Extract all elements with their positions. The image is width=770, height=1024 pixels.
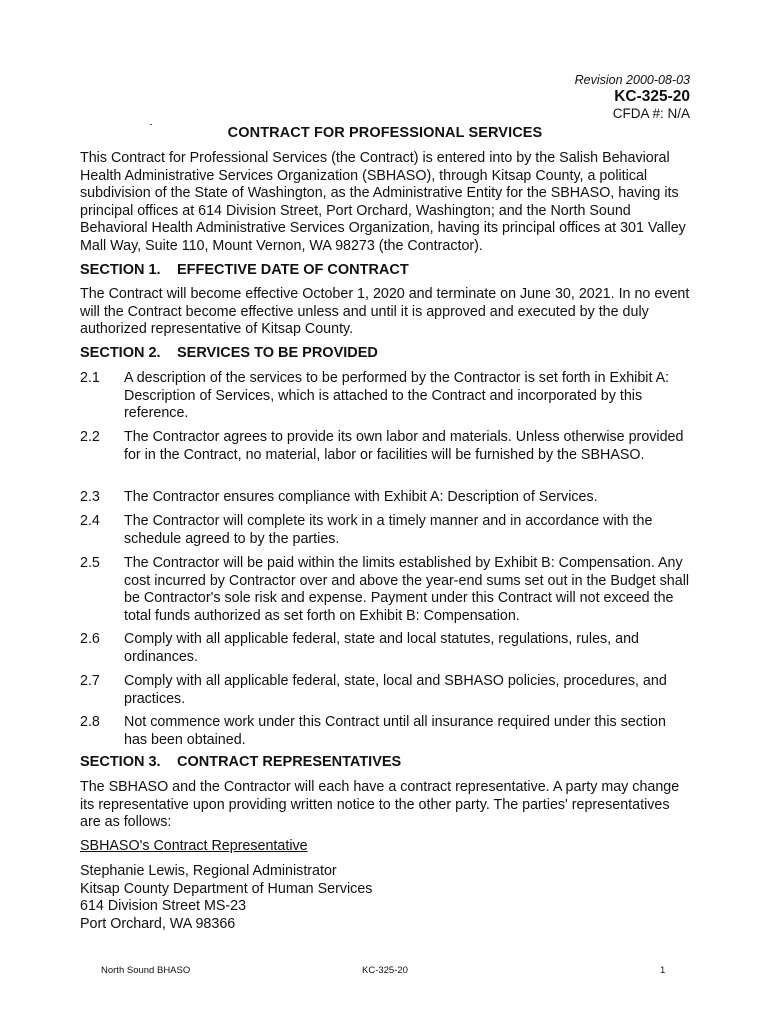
footer-organization: North Sound BHASO: [101, 965, 191, 976]
item-text: The Contractor will be paid within the limits established by Exhibit B: Compensation. Any cost incurred by Contractor over and above the year-end sums set out in the Budget shall be Contractor's sole risk and expense. Payment under this Contract will not exceed the total funds authorized as set forth on Exhibit B: Compensation.: [124, 555, 690, 624]
footer-document-id: KC-325-20: [362, 965, 408, 976]
address-line: Port Orchard, WA 98366: [80, 915, 236, 932]
list-item: [80, 489, 692, 507]
section-2-number: SECTION 2.: [80, 345, 161, 361]
address-line: Kitsap County Department of Human Services: [80, 880, 373, 897]
list-item: [80, 631, 692, 666]
address-line: Stephanie Lewis, Regional Administrator: [80, 863, 337, 879]
cfda-number: CFDA #: N/A: [612, 106, 690, 121]
item-text: Comply with all applicable federal, state and local statutes, regulations, rules, and ordinances.: [124, 631, 639, 665]
list-item: [80, 370, 692, 423]
representative-heading: SBHASO's Contract Representative: [80, 838, 308, 854]
section-3-text: The SBHASO and the Contractor will each have a contract representative. A party may change its representative upon providing written notice to the other party. The parties' representatives are as follows:: [80, 779, 680, 831]
item-text: The Contractor agrees to provide its own labor and materials. Unless otherwise provided for in the Contract, no material, labor or facilities will be furnished by the SBHASO.: [124, 429, 684, 463]
list-item: [80, 513, 692, 548]
representative-address: [80, 863, 372, 933]
section-2-heading: [80, 345, 378, 361]
item-number: 2.1: [80, 370, 100, 386]
list-item: [80, 429, 692, 464]
section-3-heading: [80, 754, 401, 770]
section-3-title: CONTRACT REPRESENTATIVES: [177, 754, 402, 770]
document-id: KC-325-20: [614, 88, 690, 105]
list-item: [80, 555, 692, 625]
section-3-number: SECTION 3.: [80, 754, 161, 770]
item-number: 2.8: [80, 714, 100, 730]
section-1-text: The Contract will become effective October 1, 2020 and terminate on June 30, 2021. In no event will the Contract become effective unless and until it is approved and executed by the duly authorized representative of Kitsap County.: [80, 286, 690, 338]
section-2-title: SERVICES TO BE PROVIDED: [177, 345, 378, 361]
item-number: 2.4: [80, 513, 100, 529]
document-header: [575, 72, 690, 122]
item-number: 2.6: [80, 631, 100, 647]
item-number: 2.2: [80, 429, 100, 445]
intro-paragraph: This Contract for Professional Services (the Contract) is entered into by the Salish Behavioral Health Administrative Services Organization (SBHASO), through Kitsap County, a political subdivision of the State of Washington, as the Administrative Entity for the SBHASO, having its principal offices at 614 Division Street, Port Orchard, Washington; and the North Sound Behavioral Health Administrative Services Organization, having its principal offices at 301 Valley Mall Way, Suite 110, Mount Vernon, WA 98273 (the Contractor).: [80, 150, 686, 254]
item-number: 2.3: [80, 489, 100, 505]
section-1-number: SECTION 1.: [80, 262, 161, 278]
item-text: The Contractor ensures compliance with Exhibit A: Description of Services.: [124, 489, 598, 505]
item-text: A description of the services to be performed by the Contractor is set forth in Exhibit A: Description of Services, which is attached to the Contract and incorporated by this reference.: [124, 370, 670, 422]
item-text: The Contractor will complete its work in a timely manner and in accordance with the schedule agreed to by the parties.: [124, 513, 653, 547]
section-1-title: EFFECTIVE DATE OF CONTRACT: [177, 262, 409, 278]
item-number: 2.5: [80, 555, 100, 571]
section-1-heading: [80, 262, 409, 278]
list-item: [80, 673, 692, 708]
item-text: Comply with all applicable federal, state, local and SBHASO policies, procedures, and practices.: [124, 673, 667, 707]
page-title: CONTRACT FOR PROFESSIONAL SERVICES: [227, 125, 543, 141]
revision-label: Revision 2000-08-03: [574, 73, 690, 87]
footer-page-number: 1: [660, 965, 666, 976]
item-text: Not commence work under this Contract until all insurance required under this section has been obtained.: [124, 714, 666, 748]
address-line: 614 Division Street MS-23: [80, 898, 247, 915]
list-item: [80, 714, 692, 749]
item-number: 2.7: [80, 673, 100, 689]
